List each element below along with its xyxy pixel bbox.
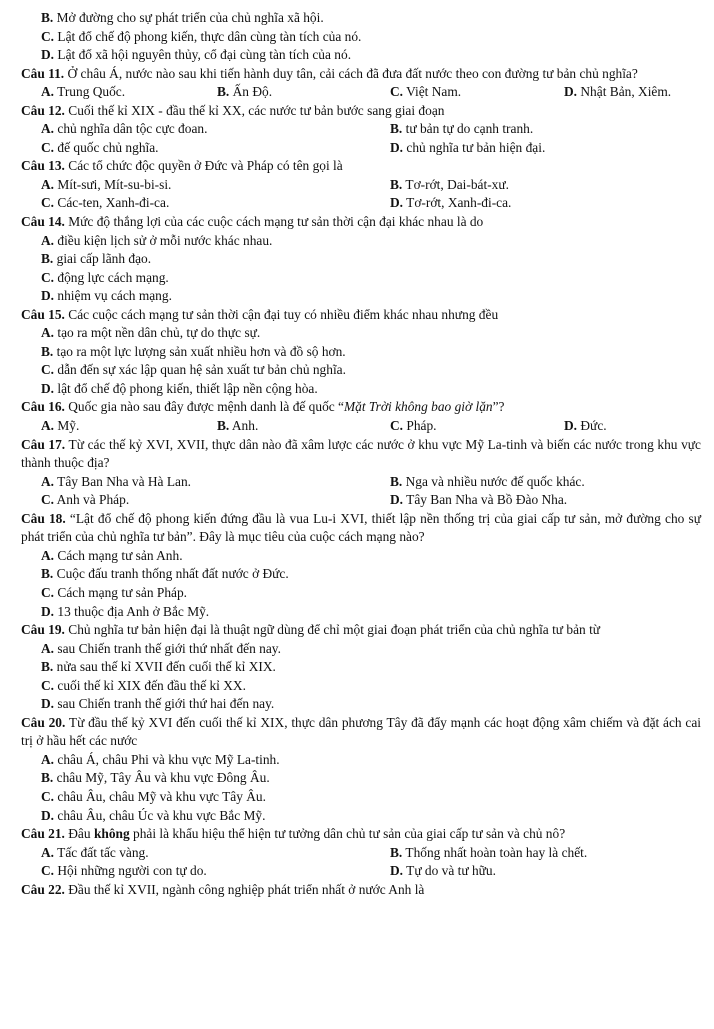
option-a: A. Tấc đất tấc vàng. — [41, 844, 149, 860]
question-number: Câu 12. — [21, 102, 65, 118]
question-text: Chủ nghĩa tư bản hiện đại là thuật ngữ dùng để chỉ một giai đoạn phát triển của chủ nghĩa tư bản từ — [68, 622, 601, 638]
option-a: A. Trung Quốc. — [41, 84, 126, 100]
option-a: A. Mỹ. — [41, 418, 80, 434]
option-a: A. Cách mạng tư sản Anh. — [41, 547, 183, 563]
question-20 — [21, 714, 701, 751]
option-c: C. châu Âu, châu Mỹ và khu vực Tây Âu. — [41, 788, 266, 804]
option-b: B. giai cấp lãnh đạo. — [41, 251, 152, 267]
option-c: C. dẫn đến sự xác lập quan hệ sản xuất tư bản chủ nghĩa. — [41, 362, 346, 378]
options-row — [21, 862, 701, 881]
question-number: Câu 20. — [21, 714, 66, 730]
question-text: “Lật đổ chế độ phong kiến đứng đầu là vua Lu-i XVI, thiết lập nền thống trị của giai cấp tư sản, mở đường cho sự phát triển của chủ nghĩa tư bản”. Đây là mục tiêu của cuộc cách mạng nào? — [21, 510, 701, 545]
question-15 — [21, 306, 701, 325]
option-text: Mở đường cho sự phát triển của chủ nghĩa xã hội. — [56, 10, 324, 25]
option-text: Lật đổ xã hội nguyên thủy, cổ đại cùng tàn tích của nó. — [57, 47, 352, 63]
question-number: Câu 14. — [21, 214, 65, 230]
option-c: C. Việt Nam. — [390, 84, 462, 100]
question-number: Câu 11. — [21, 65, 65, 81]
options-row — [21, 194, 701, 213]
option-a: A. chủ nghĩa dân tộc cực đoan. — [41, 121, 208, 137]
question-text: Đầu thế kỉ XVII, ngành công nghiệp phát triển nhất ở nước Anh là — [68, 881, 425, 897]
option-b: B. Anh. — [217, 418, 259, 434]
option-b: B. Ấn Độ. — [217, 84, 273, 100]
options-row — [21, 120, 701, 139]
question-number: Câu 13. — [21, 158, 65, 174]
question-text: Mức độ thắng lợi của các cuộc cách mạng tư sản thời cận đại khác nhau là do — [68, 214, 484, 230]
option-d: D. Đức. — [564, 418, 607, 434]
question-11 — [21, 65, 701, 84]
question-text-end: ”? — [492, 399, 505, 415]
option-line — [21, 28, 701, 47]
exam-page — [21, 9, 701, 899]
option-c: C. Anh và Pháp. — [41, 492, 130, 508]
question-number: Câu 15. — [21, 306, 65, 322]
option-line — [21, 9, 701, 28]
question-17 — [21, 436, 701, 473]
options-row — [21, 139, 701, 158]
question-21 — [21, 825, 701, 844]
question-text: Ở châu Á, nước nào sau khi tiến hành duy tân, cải cách đã đưa đất nước theo con đường tư bản chủ nghĩa? — [67, 65, 638, 81]
question-emphasis: không — [93, 826, 130, 842]
question-text: Cuối thế kỉ XIX - đầu thế kỉ XX, các nước tư bản bước sang giai đoạn — [68, 102, 445, 118]
question-text: Từ các thế kỷ XVI, XVII, thực dân nào đã xâm lược các nước ở khu vực Mỹ La-tinh và biến các nước trong khu vực thành thuộc địa? — [21, 436, 702, 471]
option-a: A. châu Á, châu Phi và khu vực Mỹ La-tinh. — [41, 751, 280, 767]
option-d: D. chủ nghĩa tư bản hiện đại. — [390, 139, 546, 155]
question-number: Câu 19. — [21, 622, 65, 638]
option-a: A. Tây Ban Nha và Hà Lan. — [41, 473, 191, 489]
question-13 — [21, 157, 701, 176]
question-text: Từ đầu thế kỷ XVI đến cuối thế kỉ XIX, thực dân phương Tây đã đẩy mạnh các hoạt động xâm chiếm và đặt ách cai trị ở hầu hết các nước — [21, 714, 702, 749]
option-d: D. Tự do và tư hữu. — [390, 863, 496, 879]
option-c: C. Cách mạng tư sản Pháp. — [41, 584, 188, 600]
option-letter: C. — [41, 28, 55, 44]
options-row — [21, 473, 701, 492]
option-c: C. cuối thế kỉ XIX đến đầu thế kỉ XX. — [41, 677, 246, 693]
question-16 — [21, 398, 701, 417]
option-d: D. sau Chiến tranh thế giới thứ hai đến nay. — [41, 696, 275, 712]
option-b: B. Cuộc đấu tranh thống nhất đất nước ở Đức. — [41, 566, 289, 582]
question-22 — [21, 881, 701, 900]
question-quote: Mặt Trời không bao giờ lặn — [344, 399, 493, 415]
option-a: A. tạo ra một nền dân chủ, tự do thực sự. — [41, 325, 261, 341]
option-b: B. Nga và nhiều nước đế quốc khác. — [390, 473, 585, 489]
option-c: C. Các-ten, Xanh-đi-ca. — [41, 195, 170, 211]
options-row — [21, 83, 701, 102]
question-text-start: Đâu — [68, 826, 94, 842]
option-letter: B. — [41, 10, 54, 25]
question-number: Câu 21. — [21, 826, 65, 842]
question-number: Câu 17. — [21, 436, 66, 452]
option-b: B. tạo ra một lực lượng sản xuất nhiều hơn và đồ sộ hơn. — [41, 343, 346, 359]
option-a: A. điều kiện lịch sử ở mỗi nước khác nhau. — [41, 232, 273, 248]
option-a: A. sau Chiến tranh thế giới thứ nhất đến nay. — [41, 640, 281, 656]
question-number: Câu 18. — [21, 510, 66, 526]
question-number: Câu 22. — [21, 881, 65, 897]
question-18 — [21, 510, 701, 547]
option-b: B. châu Mỹ, Tây Âu và khu vực Đông Âu. — [41, 770, 270, 786]
option-b: B. nửa sau thế kỉ XVII đến cuối thế kỉ XIX. — [41, 659, 276, 675]
option-c: C. Hội những người con tự do. — [41, 863, 207, 879]
options-row — [21, 417, 701, 436]
option-d: D. Nhật Bản, Xiêm. — [564, 84, 672, 100]
option-d: D. Tơ-rớt, Xanh-đi-ca. — [390, 195, 512, 211]
options-row — [21, 491, 701, 510]
option-line — [21, 46, 701, 65]
option-b: B. tư bản tự do cạnh tranh. — [390, 121, 534, 137]
question-text: Quốc gia nào sau đây được mệnh danh là đế quốc “ — [68, 399, 345, 415]
question-number: Câu 16. — [21, 399, 65, 415]
options-row — [21, 844, 701, 863]
option-b: B. Thống nhất hoàn toàn hay là chết. — [390, 844, 588, 860]
question-text: Các cuộc cách mạng tư sản thời cận đại tuy có nhiều điểm khác nhau nhưng đều — [68, 306, 499, 322]
option-a: A. Mít-sưi, Mít-su-bi-si. — [41, 176, 172, 192]
option-b: B. Tơ-rớt, Dai-bát-xư. — [390, 176, 509, 192]
option-d: D. nhiệm vụ cách mạng. — [41, 288, 172, 304]
options-row — [21, 176, 701, 195]
option-text: Lật đổ chế độ phong kiến, thực dân cùng tàn tích của nó. — [57, 28, 362, 44]
option-letter: D. — [41, 47, 55, 63]
option-d: D. châu Âu, châu Úc và khu vực Bắc Mỹ. — [41, 807, 266, 823]
option-d: D. Tây Ban Nha và Bồ Đào Nha. — [390, 492, 568, 508]
option-c: C. Pháp. — [390, 418, 437, 434]
option-c: C. động lực cách mạng. — [41, 269, 169, 285]
option-d: D. 13 thuộc địa Anh ở Bắc Mỹ. — [41, 603, 210, 619]
option-c: C. đế quốc chủ nghĩa. — [41, 139, 159, 155]
question-text: phải là khẩu hiệu thể hiện tư tưởng dân chủ tư sản của giai cấp tư sản và chủ nô? — [129, 826, 566, 842]
question-12 — [21, 102, 701, 121]
option-d: D. lật đổ chế độ phong kiến, thiết lập nền cộng hòa. — [41, 380, 318, 396]
question-19 — [21, 621, 701, 640]
question-text: Các tổ chức độc quyền ở Đức và Pháp có tên gọi là — [68, 158, 343, 174]
question-14 — [21, 213, 701, 232]
